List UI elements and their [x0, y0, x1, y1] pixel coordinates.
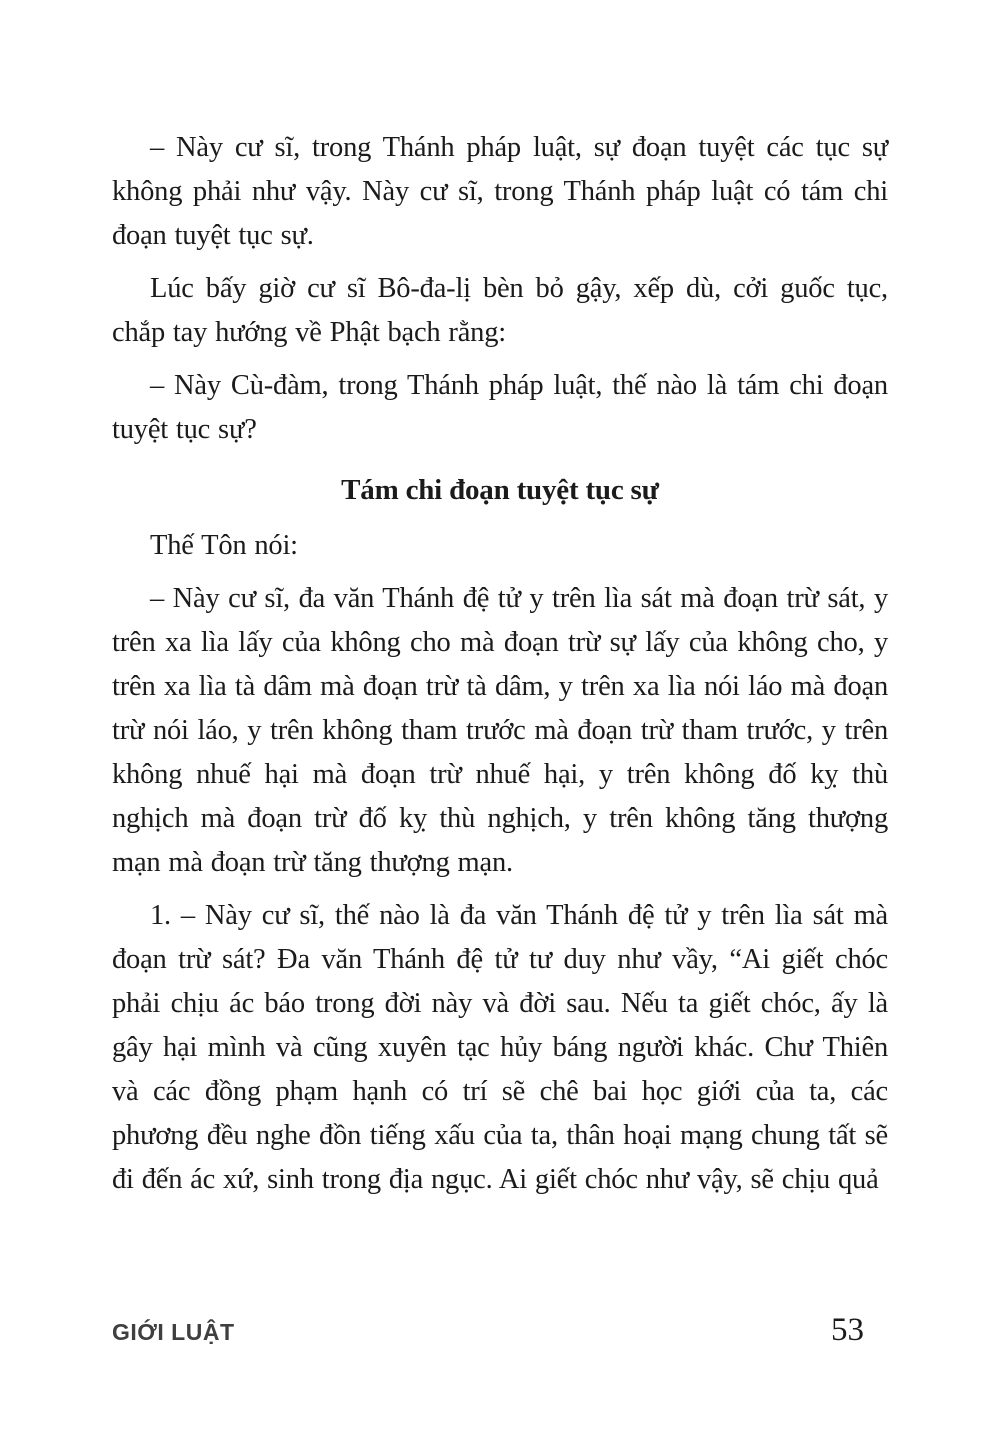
paragraph: – Này cư sĩ, đa văn Thánh đệ tử y trên lìa sát mà đoạn trừ sát, y trên xa lìa lấy của không cho mà đoạn trừ sự lấy của không cho, y trên xa lìa tà dâm mà đoạn trừ tà dâm, y trên xa lìa nói láo mà đoạn trừ nói láo, y trên không tham trước mà đoạn trừ tham trước, y trên không nhuế hại mà đoạn trừ nhuế hại, y trên không đố kỵ thù nghịch mà đoạn trừ đố kỵ thù nghịch, y trên không tăng thượng mạn mà đoạn trừ tăng thượng mạn.: [112, 583, 888, 878]
page-content: [112, 126, 888, 1211]
paragraph: Lúc bấy giờ cư sĩ Bô-đa-lị bèn bỏ gậy, xếp dù, cởi guốc tục, chắp tay hướng về Phật bạch rằng:: [112, 273, 888, 348]
paragraph: 1. – Này cư sĩ, thế nào là đa văn Thánh đệ tử y trên lìa sát mà đoạn trừ sát? Đa văn Thánh đệ tử tư duy như vầy, “Ai giết chóc phải chịu ác báo trong đời này và đời sau. Nếu ta giết chóc, ấy là gây hại mình và cũng xuyên tạc hủy báng người khác. Chư Thiên và các đồng phạm hạnh có trí sẽ chê bai học giới của ta, các phương đều nghe đồn tiếng xấu của ta, thân hoại mạng chung tất sẽ đi đến ác xứ, sinh trong địa ngục. Ai giết chóc như vậy, sẽ chịu quả: [112, 900, 888, 1195]
paragraph: – Này Cù-đàm, trong Thánh pháp luật, thế nào là tám chi đoạn tuyệt tục sự?: [112, 370, 888, 445]
page-footer: [112, 1312, 864, 1349]
paragraph: Thế Tôn nói:: [150, 530, 298, 561]
page-number: 53: [831, 1312, 864, 1348]
section-heading: Tám chi đoạn tuyệt tục sự: [341, 474, 659, 506]
running-footer-title: GIỚI LUẬT: [112, 1319, 235, 1345]
paragraph: – Này cư sĩ, trong Thánh pháp luật, sự đoạn tuyệt các tục sự không phải như vậy. Này cư sĩ, trong Thánh pháp luật có tám chi đoạn tuyệt tục sự.: [112, 132, 888, 251]
